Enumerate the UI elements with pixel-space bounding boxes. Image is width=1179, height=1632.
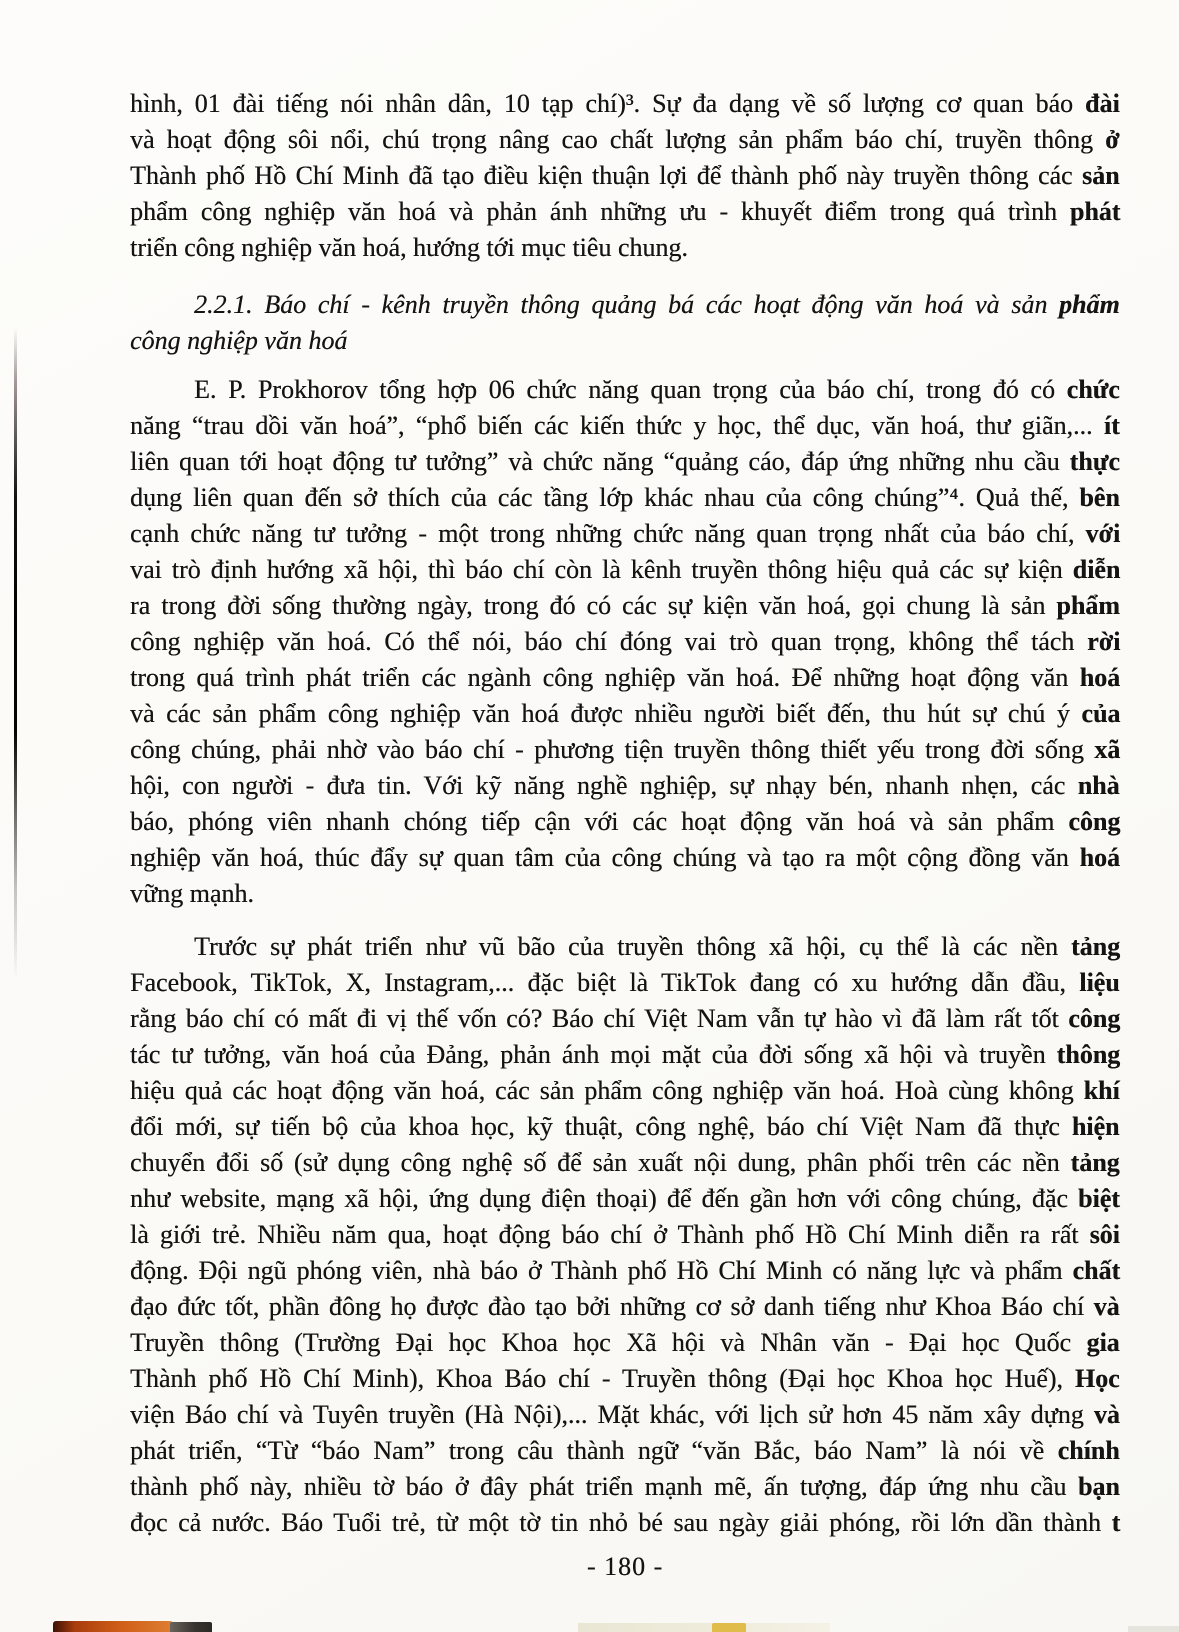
text-line: đọc cả nước. Báo Tuổi trẻ, từ một tờ tin nhỏ bé sau ngày giải phóng, rồi lớn dần thành t	[130, 1508, 1121, 1537]
line-end-word: thực	[1069, 447, 1120, 476]
line-end-word: tảng	[1070, 1148, 1120, 1177]
text-line: tác tư tưởng, văn hoá của Đảng, phản ánh mọi mặt của đời sống xã hội và truyền thông	[130, 1040, 1121, 1069]
text-line: như website, mạng xã hội, ứng dụng điện thoại) để đến gần hơn với công chúng, đặc biệt	[130, 1184, 1120, 1213]
scan-binding-edge-line	[14, 328, 17, 980]
text-line: Thành phố Hồ Chí Minh đã tạo điều kiện thuận lợi để thành phố này truyền thông các sản	[130, 161, 1120, 190]
line-end-word: với	[1085, 519, 1121, 548]
line-end-word: thông	[1056, 1040, 1121, 1069]
text-line: vững mạnh.	[130, 879, 254, 908]
text-line: ra trong đời sống thường ngày, trong đó có các sự kiện văn hoá, gọi chung là sản phẩm	[130, 591, 1120, 620]
text-line: Thành phố Hồ Chí Minh), Khoa Báo chí - Truyền thông (Đại học Khoa học Huế), Học	[130, 1364, 1120, 1393]
text-line: và các sản phẩm công nghiệp văn hoá được nhiều người biết đến, thu hút sự chú ý của	[130, 699, 1121, 728]
paragraph-continuation	[130, 86, 1120, 266]
line-end-word: phẩm	[1059, 290, 1120, 319]
scan-strip-pale	[578, 1623, 830, 1632]
line-end-word: nhà	[1077, 771, 1120, 800]
text-line: hội, con người - đưa tin. Với kỹ năng nghề nghiệp, sự nhạy bén, nhanh nhẹn, các nhà	[130, 771, 1120, 800]
paragraph-press-functions	[130, 372, 1120, 912]
text-line: E. P. Prokhorov tổng hợp 06 chức năng quan trọng của báo chí, trong đó có chức	[194, 375, 1120, 404]
line-end-word: tảng	[1070, 932, 1121, 961]
line-end-word: hiện	[1071, 1112, 1120, 1141]
text-line: vai trò định hướng xã hội, thì báo chí còn là kênh truyền thông hiệu quả các sự kiện diễn	[130, 555, 1121, 584]
line-end-word: diễn	[1072, 555, 1121, 584]
line-end-word: t	[1111, 1508, 1121, 1537]
line-end-word: của	[1081, 699, 1121, 728]
text-line: hiệu quả các hoạt động văn hoá, các sản phẩm công nghiệp văn hoá. Hoà cùng không khí	[130, 1076, 1120, 1105]
line-end-word: ít	[1103, 411, 1120, 440]
text-line: phẩm công nghiệp văn hoá và phản ánh những ưu - khuyết điểm trong quá trình phát	[130, 197, 1121, 226]
text-line: phát triển, “Từ “báo Nam” trong câu thành ngữ “văn Bắc, báo Nam” là nói về chính	[130, 1436, 1120, 1465]
line-end-word: đài	[1084, 89, 1120, 118]
text-line: năng “trau dồi văn hoá”, “phổ biến các kiến thức y học, thể dục, văn hoá, thư giãn,... ít	[130, 411, 1120, 440]
text-line: thành phố này, nhiều tờ báo ở đây phát triển mạnh mẽ, ấn tượng, đáp ứng nhu cầu bạn	[130, 1472, 1120, 1501]
text-line: công chúng, phải nhờ vào báo chí - phương tiện truyền thông thiết yếu trong đời sống xã	[130, 735, 1121, 764]
text-line: Trước sự phát triển như vũ bão của truyền thông xã hội, cụ thể là các nền tảng	[194, 932, 1121, 961]
scan-strip-orange	[53, 1621, 173, 1632]
text-line: chuyển đổi số (sử dụng công nghệ số để sản xuất nội dung, phân phối trên các nền tảng	[130, 1148, 1120, 1177]
text-line: cạnh chức năng tư tưởng - một trong những chức năng quan trọng nhất của báo chí, với	[130, 519, 1121, 548]
line-end-word: bên	[1079, 483, 1120, 512]
scan-strip-right	[1128, 1626, 1179, 1632]
paragraph-social-media	[130, 929, 1120, 1541]
text-line: Facebook, TikTok, X, Instagram,... đặc biệt là TikTok đang có xu hướng dẫn đầu, liệu	[130, 968, 1120, 997]
text-line: 2.2.1. Báo chí - kênh truyền thông quảng bá các hoạt động văn hoá và sản phẩm	[194, 290, 1120, 319]
line-end-word: và	[1093, 1292, 1120, 1321]
scan-strip-dark	[170, 1622, 212, 1632]
text-line: hình, 01 đài tiếng nói nhân dân, 10 tạp chí)³. Sự đa dạng về số lượng cơ quan báo đài	[130, 89, 1120, 118]
line-end-word: gia	[1086, 1328, 1120, 1357]
text-line: công nghiệp văn hoá. Có thể nói, báo chí đóng vai trò quan trọng, không thể tách rời	[130, 627, 1121, 656]
text-line: liên quan tới hoạt động tư tưởng” và chức năng “quảng cáo, đáp ứng những nhu cầu thực	[130, 447, 1120, 476]
line-end-word: xã	[1094, 735, 1121, 764]
line-end-word: hoá	[1079, 663, 1121, 692]
section-heading	[130, 287, 1120, 359]
text-line: viện Báo chí và Tuyên truyền (Hà Nội),... Mặt khác, với lịch sử hơn 45 năm xây dựng và	[130, 1400, 1120, 1429]
line-end-word: phát	[1069, 197, 1121, 226]
text-line: công nghiệp văn hoá	[130, 326, 348, 355]
text-line: đổi mới, sự tiến bộ của khoa học, kỹ thuật, công nghệ, báo chí Việt Nam đã thực hiện	[130, 1112, 1120, 1141]
scan-strip-yellow	[712, 1623, 746, 1632]
line-end-word: công	[1068, 807, 1121, 836]
text-line: trong quá trình phát triển các ngành công nghiệp văn hoá. Để những hoạt động văn hoá	[130, 663, 1121, 692]
line-end-word: hoá	[1079, 843, 1121, 872]
line-end-word: phẩm	[1056, 591, 1120, 620]
page-number: - 180 -	[586, 1552, 664, 1581]
line-end-word: chức	[1066, 375, 1120, 404]
document-text-block	[130, 86, 1120, 1541]
line-end-word: biệt	[1078, 1184, 1120, 1213]
text-line: báo, phóng viên nhanh chóng tiếp cận với các hoạt động văn hoá và sản phẩm công	[130, 807, 1121, 836]
line-end-word: ở	[1105, 125, 1120, 154]
text-line: và hoạt động sôi nổi, chú trọng nâng cao chất lượng sản phẩm báo chí, truyền thông ở	[130, 125, 1120, 154]
text-line: động. Đội ngũ phóng viên, nhà báo ở Thành phố Hồ Chí Minh có năng lực và phẩm chất	[130, 1256, 1121, 1285]
text-line: nghiệp văn hoá, thúc đẩy sự quan tâm của công chúng và tạo ra một cộng đồng văn hoá	[130, 843, 1121, 872]
line-end-word: chất	[1072, 1256, 1121, 1285]
line-end-word: sản	[1082, 161, 1120, 190]
text-line: là giới trẻ. Nhiều năm qua, hoạt động báo chí ở Thành phố Hồ Chí Minh diễn ra rất sôi	[130, 1220, 1120, 1249]
text-line: dụng liên quan đến sở thích của các tầng lớp khác nhau của công chúng”⁴. Quả thế, bên	[130, 483, 1120, 512]
line-end-word: chính	[1057, 1436, 1120, 1465]
line-end-word: Học	[1074, 1364, 1120, 1393]
text-line: Truyền thông (Trường Đại học Khoa học Xã hội và Nhân văn - Đại học Quốc gia	[130, 1328, 1120, 1357]
text-line: rằng báo chí có mất đi vị thế vốn có? Báo chí Việt Nam vẫn tự hào vì đã làm rất tốt công	[130, 1004, 1121, 1033]
line-end-word: và	[1093, 1400, 1120, 1429]
line-end-word: bạn	[1077, 1472, 1120, 1501]
text-line: đạo đức tốt, phần đông họ được đào tạo bởi những cơ sở danh tiếng như Khoa Báo chí và	[130, 1292, 1120, 1321]
line-end-word: khí	[1083, 1076, 1120, 1105]
line-end-word: sôi	[1089, 1220, 1120, 1249]
line-end-word: rời	[1087, 627, 1121, 656]
text-line: triển công nghiệp văn hoá, hướng tới mục tiêu chung.	[130, 233, 688, 262]
line-end-word: liệu	[1079, 968, 1120, 997]
line-end-word: công	[1068, 1004, 1121, 1033]
